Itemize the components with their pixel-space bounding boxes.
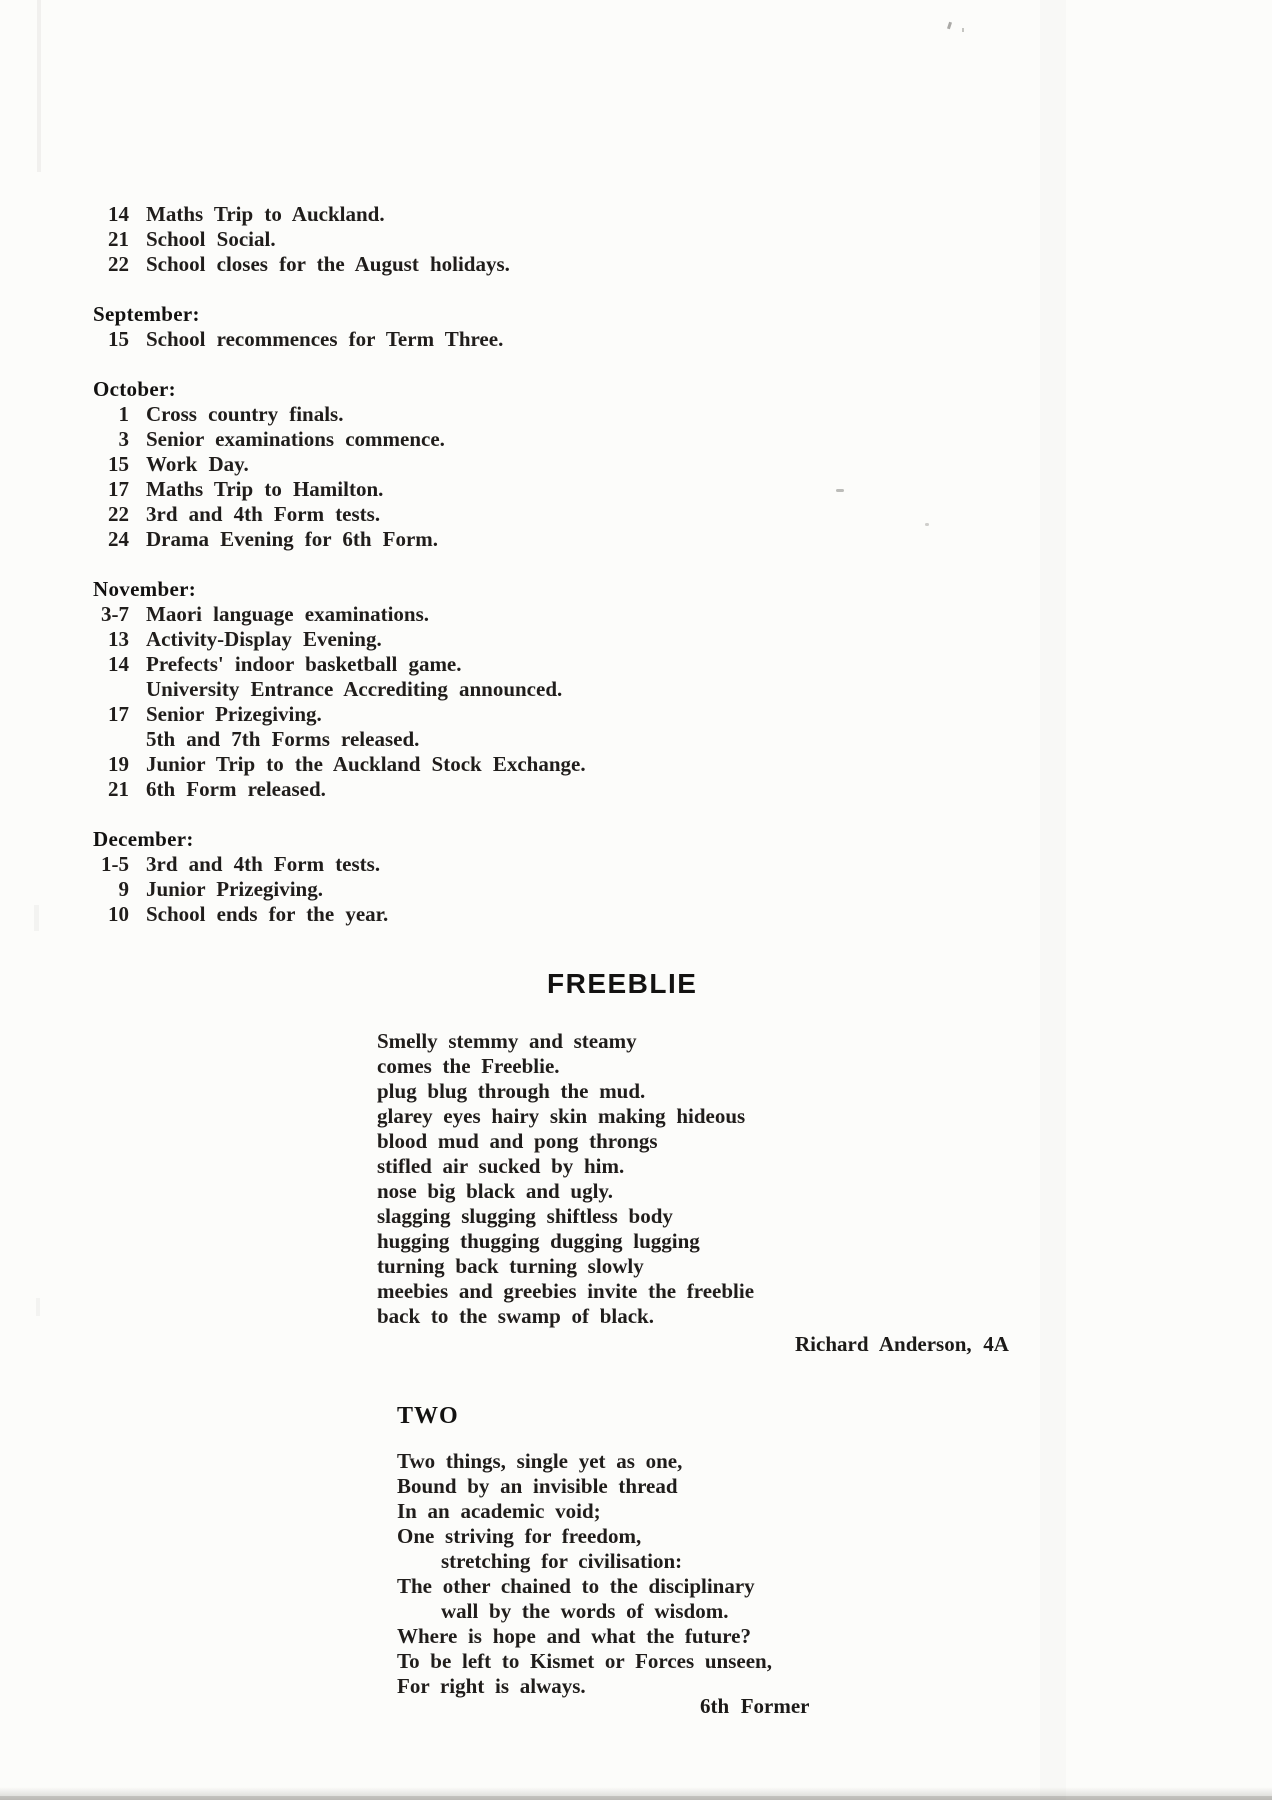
calendar-entry-day: 3-7 [101, 602, 129, 626]
calendar-entry [93, 602, 813, 627]
calendar-month-header: September: [93, 302, 200, 326]
calendar-entry-text: 3rd and 4th Form tests. [146, 502, 381, 526]
calendar-entry [93, 727, 813, 752]
calendar-entry [93, 777, 813, 802]
poem-attribution-two: 6th Former [700, 1694, 810, 1718]
poem-line: plug blug through the mud. [377, 1079, 646, 1103]
poem-line: Smelly stemmy and steamy [377, 1029, 637, 1053]
calendar-entry-text: Activity-Display Evening. [146, 627, 382, 651]
poem-title-freeblie: FREEBLIE [547, 968, 698, 999]
poem-line: Two things, single yet as one, [397, 1449, 683, 1473]
poem-line: Bound by an invisible thread [397, 1474, 678, 1498]
calendar-entry-day: 1-5 [101, 852, 129, 876]
poem-title-two: TWO [397, 1403, 459, 1429]
scan-speck [925, 523, 929, 526]
calendar-entry-day: 13 [108, 627, 129, 651]
poem-two [397, 1449, 772, 1699]
scan-smudge [34, 905, 39, 931]
poem-line: meebies and greebies invite the freeblie [377, 1279, 755, 1303]
poem-line: back to the swamp of black. [377, 1304, 654, 1328]
calendar-entry [93, 677, 813, 702]
poem-line: The other chained to the disciplinary [397, 1574, 755, 1598]
calendar-entry [93, 702, 813, 727]
poem-line: stretching for civilisation: [441, 1549, 683, 1573]
poem-line: In an academic void; [397, 1499, 601, 1523]
calendar-entry [93, 402, 813, 427]
scan-edge-shadow [0, 1787, 1272, 1800]
calendar-entry-day [93, 677, 129, 702]
calendar-entry-day: 9 [118, 877, 129, 901]
calendar-entry-day: 21 [108, 227, 129, 251]
calendar-entry [93, 852, 813, 877]
calendar-entry-day: 24 [108, 527, 129, 551]
calendar-entry [93, 877, 813, 902]
calendar-entry-text: Junior Prizegiving. [146, 877, 323, 901]
calendar-entry-day [93, 727, 129, 752]
calendar-entry-text: Cross country finals. [146, 402, 344, 426]
calendar-entry-text: Maths Trip to Hamilton. [146, 477, 384, 501]
calendar-month-header: December: [93, 827, 194, 851]
calendar-entry-day: 14 [108, 652, 129, 676]
calendar-entry-day: 10 [108, 902, 129, 926]
calendar-entry-day: 22 [108, 252, 129, 276]
calendar-entry [93, 627, 813, 652]
calendar-entry [93, 652, 813, 677]
scan-edge-shadow [0, 1796, 1272, 1800]
poem-line: turning back turning slowly [377, 1254, 644, 1278]
calendar-entry [93, 227, 813, 252]
scan-smudge [36, 1298, 40, 1316]
calendar-entry [93, 427, 813, 452]
poem-attribution-freeblie: Richard Anderson, 4A [795, 1332, 1009, 1356]
calendar-entry-text: School ends for the year. [146, 902, 389, 926]
calendar-entry [93, 502, 813, 527]
calendar-entry-text: Work Day. [146, 452, 249, 476]
calendar-entry [93, 752, 813, 777]
calendar-entry-text: 3rd and 4th Form tests. [146, 852, 381, 876]
calendar-entry-day: 17 [108, 477, 129, 501]
calendar-entry [93, 477, 813, 502]
calendar-entry-day: 1 [118, 402, 129, 426]
poem-line: For right is always. [397, 1674, 586, 1698]
calendar-entry-day: 15 [108, 452, 129, 476]
calendar-entry-text: School closes for the August holidays. [146, 252, 510, 276]
calendar-entry-text: School recommences for Term Three. [146, 327, 504, 351]
calendar-entry-text: Drama Evening for 6th Form. [146, 527, 439, 551]
scan-speck [947, 22, 952, 30]
calendar-entry-text: 6th Form released. [146, 777, 326, 801]
poem-line: wall by the words of wisdom. [441, 1599, 729, 1623]
calendar-month-header: November: [93, 577, 196, 601]
poem-two-block [397, 1404, 772, 1699]
calendar-entry-text: Junior Trip to the Auckland Stock Exchange. [146, 752, 586, 776]
poem-line: hugging thugging dugging lugging [377, 1229, 700, 1253]
poem-line: To be left to Kismet or Forces unseen, [397, 1649, 772, 1673]
calendar-entry-day: 17 [108, 702, 129, 726]
scan-speck [962, 28, 964, 32]
calendar-entry [93, 902, 813, 927]
poem-line: comes the Freeblie. [377, 1054, 560, 1078]
calendar-entry-day: 3 [118, 427, 129, 451]
calendar-entry-text: Senior examinations commence. [146, 427, 445, 451]
calendar-entry-text: Senior Prizegiving. [146, 702, 322, 726]
calendar-entry-text: Prefects' indoor basketball game. [146, 652, 462, 676]
calendar-entry-text: University Entrance Accrediting announced. [146, 677, 563, 701]
poem-freeblie [377, 1029, 754, 1329]
poem-line: Where is hope and what the future? [397, 1624, 752, 1648]
calendar-entry-text: Maori language examinations. [146, 602, 430, 626]
calendar-entry [93, 527, 813, 552]
calendar-entry [93, 252, 813, 277]
calendar-entry-day: 15 [108, 327, 129, 351]
poem-line: slagging slugging shiftless body [377, 1204, 673, 1228]
poem-line: One striving for freedom, [397, 1524, 642, 1548]
poem-line: blood mud and pong throngs [377, 1129, 658, 1153]
calendar-entry-day: 22 [108, 502, 129, 526]
calendar-entry-text: 5th and 7th Forms released. [146, 727, 420, 751]
poem-line: stifled air sucked by him. [377, 1154, 625, 1178]
calendar-entry-day: 14 [108, 202, 129, 226]
calendar-entry [93, 327, 813, 352]
calendar-entry [93, 452, 813, 477]
poem-line: glarey eyes hairy skin making hideous [377, 1104, 746, 1128]
calendar-entry [93, 202, 813, 227]
scan-streak [37, 0, 41, 172]
calendar-entry-day: 19 [108, 752, 129, 776]
scan-speck [836, 489, 844, 492]
calendar-entry-text: Maths Trip to Auckland. [146, 202, 385, 226]
scan-band [1040, 0, 1066, 1800]
poem-line: nose big black and ugly. [377, 1179, 614, 1203]
calendar-entry-day: 21 [108, 777, 129, 801]
calendar-entry-text: School Social. [146, 227, 276, 251]
calendar-month-header: October: [93, 377, 176, 401]
calendar [93, 202, 813, 927]
